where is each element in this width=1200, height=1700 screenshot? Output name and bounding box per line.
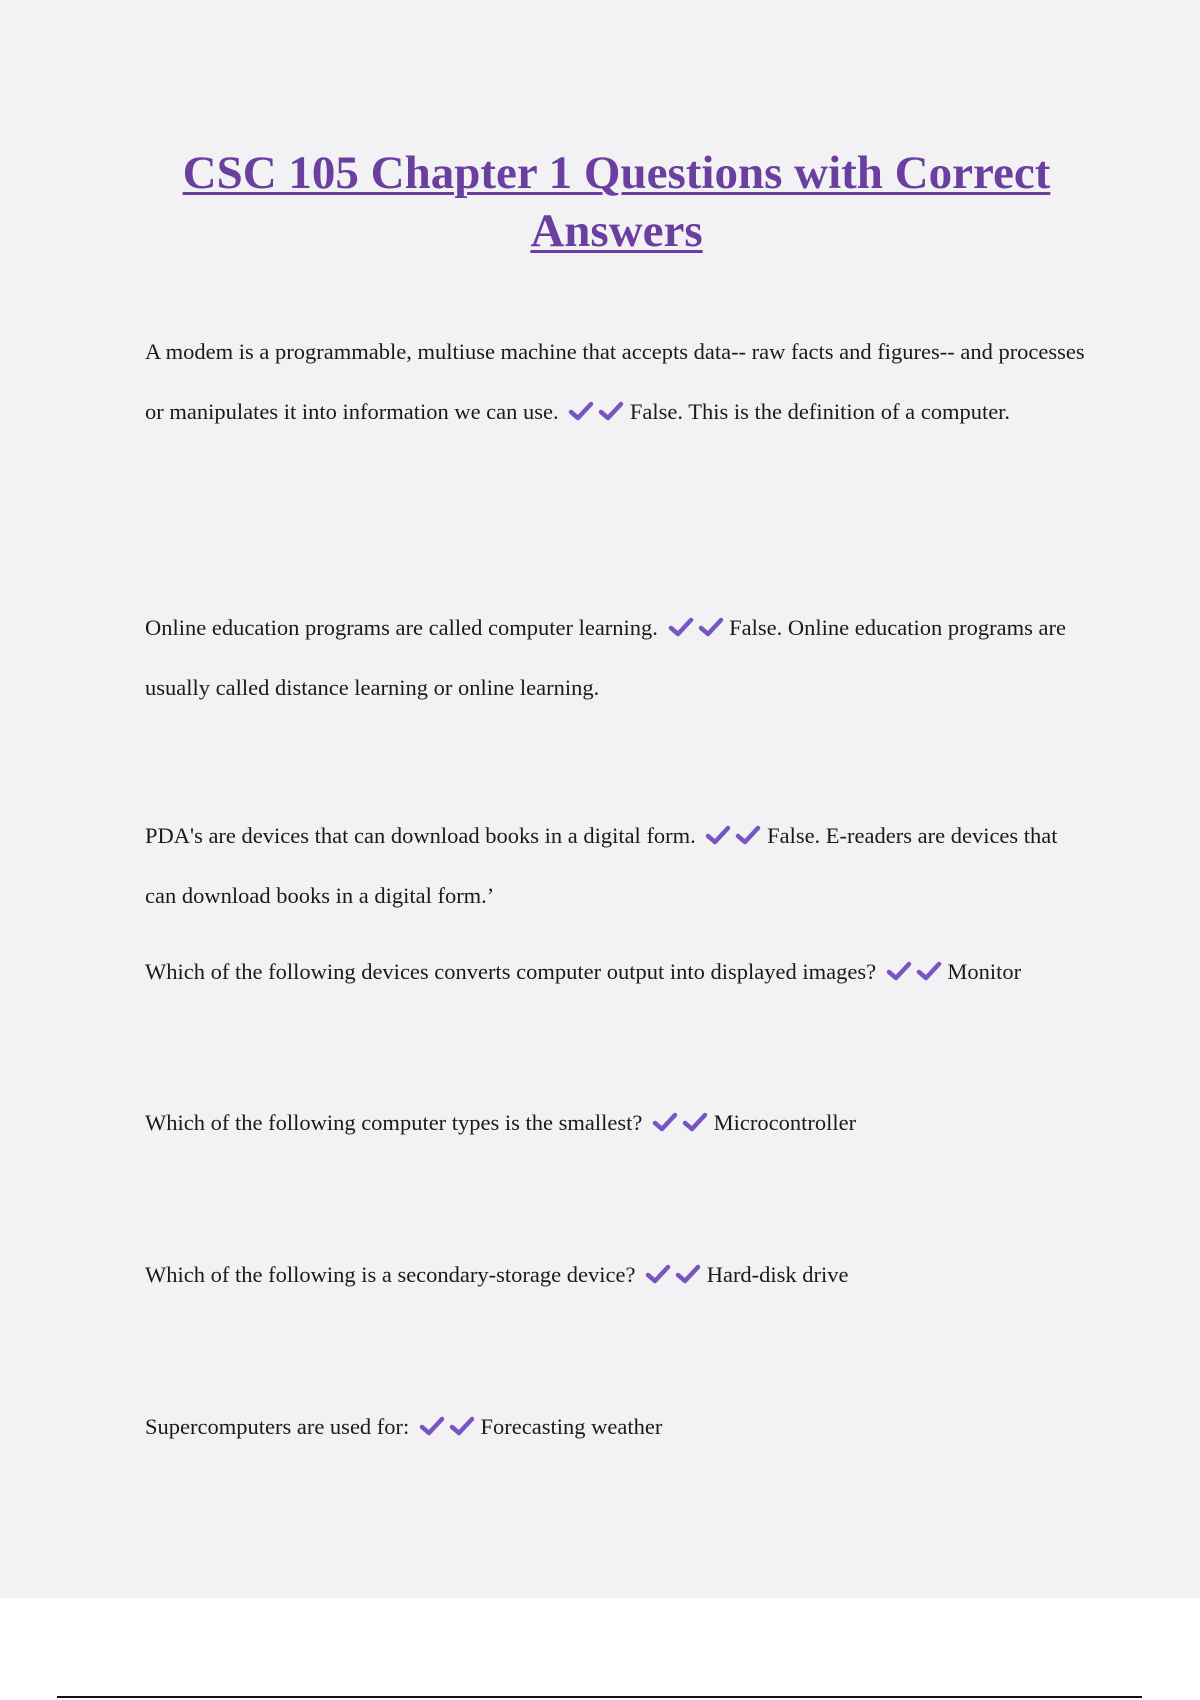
qa-item: [145, 1245, 1090, 1305]
qa-item: [145, 322, 1090, 442]
check-mark-icon: [598, 400, 624, 422]
check-mark-icon: [449, 1415, 475, 1437]
answer-text: Forecasting weather: [480, 1414, 663, 1439]
check-mark-icon: [568, 400, 594, 422]
document-title: CSC 105 Chapter 1 Questions with Correct Answers: [182, 147, 1051, 257]
check-mark-icon: [705, 824, 731, 846]
question-text: Online education programs are called computer learning.: [145, 615, 658, 640]
answer-text: Hard-disk drive: [706, 1262, 849, 1287]
check-mark-icon: [886, 960, 912, 982]
check-mark-icon: [652, 1111, 678, 1133]
answer-text: False. Online education programs are usually called distance learning or online learning.: [145, 615, 1066, 700]
question-text: PDA's are devices that can download books in a digital form.: [145, 823, 696, 848]
qa-item: [145, 1397, 1090, 1457]
qa-item: [145, 1093, 1090, 1153]
answer-text: False. This is the definition of a computer.: [629, 399, 1011, 424]
question-text: Which of the following devices converts computer output into displayed images?: [145, 959, 877, 984]
answer-text: Microcontroller: [713, 1110, 857, 1135]
question-text: Supercomputers are used for:: [145, 1414, 410, 1439]
answer-text: Monitor: [947, 959, 1022, 984]
footer-divider: [57, 1696, 1142, 1698]
qa-item: [145, 598, 1090, 718]
check-mark-icon: [675, 1263, 701, 1285]
qa-item: [145, 942, 1090, 1002]
question-text: Which of the following is a secondary-storage device?: [145, 1262, 636, 1287]
check-mark-icon: [419, 1415, 445, 1437]
question-text: A modem is a programmable, multiuse machine that accepts data-- raw facts and figures-- and processes or manipulates it into information we can use.: [145, 339, 1085, 424]
check-mark-icon: [682, 1111, 708, 1133]
check-mark-icon: [668, 616, 694, 638]
check-mark-icon: [698, 616, 724, 638]
check-mark-icon: [645, 1263, 671, 1285]
question-text: Which of the following computer types is the smallest?: [145, 1110, 643, 1135]
answer-text: False. E-readers are devices that can download books in a digital form.’: [145, 823, 1058, 908]
check-mark-icon: [735, 824, 761, 846]
check-mark-icon: [916, 960, 942, 982]
qa-item: [145, 806, 1090, 926]
